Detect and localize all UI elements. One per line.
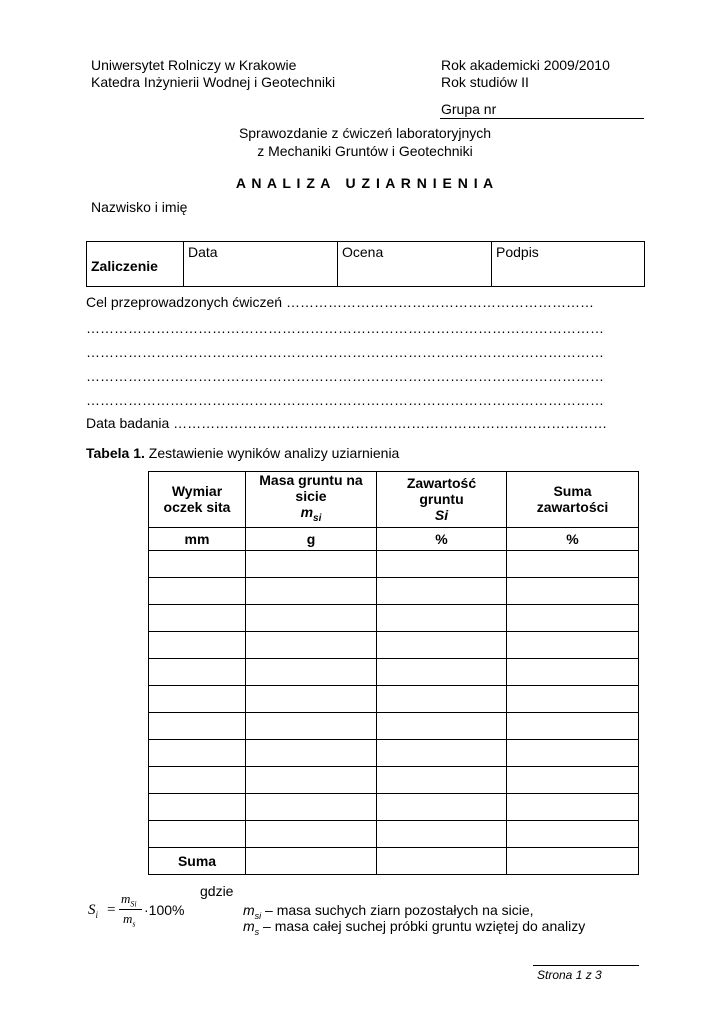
table-cell[interactable] (246, 712, 377, 739)
dotted-line[interactable]: ………………………………………………………………………………………………… (86, 392, 604, 408)
table-cell[interactable] (246, 631, 377, 658)
unit-mm: mm (149, 527, 246, 550)
table-cell[interactable] (246, 658, 377, 685)
table-cell[interactable] (507, 793, 639, 820)
table-cell[interactable] (149, 604, 246, 631)
table-cell[interactable] (246, 577, 377, 604)
sieve-results-table (148, 471, 639, 875)
table-caption (86, 445, 399, 461)
table-cell[interactable] (507, 658, 639, 685)
credit-grade-label: Ocena (342, 244, 384, 260)
group-label: Grupa nr (441, 101, 497, 117)
name-label: Nazwisko i imię (91, 199, 188, 215)
table-cell[interactable] (507, 766, 639, 793)
table-caption-number: Tabela 1. (86, 445, 145, 461)
department-name: Katedra Inżynierii Wodnej i Geotechniki (91, 74, 336, 90)
table-cell[interactable] (377, 658, 507, 685)
col-header-mass-symbol: $m_{si}$ (300, 504, 322, 524)
table-cell[interactable] (246, 847, 377, 874)
credit-signature-label: Podpis (496, 244, 539, 260)
table-cell[interactable] (246, 793, 377, 820)
group-underline (440, 118, 644, 119)
table-cell[interactable] (149, 712, 246, 739)
sum-row (149, 847, 639, 874)
formula-rhs: ·100% (144, 902, 185, 918)
table-cell[interactable] (507, 604, 639, 631)
table-row (149, 712, 639, 739)
col-header-sum: Suma zawartości (507, 472, 639, 528)
table-cell[interactable] (149, 577, 246, 604)
formula-denominator: $m_s$ (123, 911, 136, 929)
table-cell[interactable] (149, 766, 246, 793)
table-row (149, 820, 639, 847)
unit-percent: % (377, 527, 507, 550)
table-row (149, 577, 639, 604)
footer-rule (533, 965, 639, 966)
unit-percent: % (507, 527, 639, 550)
table-cell[interactable] (149, 658, 246, 685)
col-header-content-symbol: Si (434, 507, 449, 524)
table-row (149, 604, 639, 631)
dotted-line[interactable]: ………………………………………………………………………………………………… (86, 320, 604, 336)
col-header-sieve: Wymiar oczek sita (149, 472, 246, 528)
table-cell[interactable] (507, 631, 639, 658)
table-row (149, 766, 639, 793)
credit-table (86, 241, 645, 287)
goal-line[interactable]: Cel przeprowadzonych ćwiczeń ………………………………………………………… (86, 294, 594, 310)
table-cell[interactable] (149, 820, 246, 847)
table-cell[interactable] (246, 766, 377, 793)
table-cell[interactable] (377, 847, 507, 874)
table-cell[interactable] (246, 739, 377, 766)
table-row (149, 739, 639, 766)
sum-label: Suma (149, 847, 246, 874)
table-cell[interactable] (507, 577, 639, 604)
table-cell[interactable] (246, 685, 377, 712)
table-cell[interactable] (377, 577, 507, 604)
table-cell[interactable] (246, 550, 377, 577)
university-name: Uniwersytet Rolniczy w Krakowie (91, 57, 297, 73)
definition-msi: $m_{si}$ – masa suchych ziarn pozostałych na sicie, (243, 902, 534, 921)
table-cell[interactable] (377, 793, 507, 820)
table-cell[interactable] (377, 739, 507, 766)
where-label: gdzie (200, 883, 234, 899)
study-year: Rok studiów II (441, 74, 529, 90)
table-row (149, 631, 639, 658)
table-cell[interactable] (149, 550, 246, 577)
credit-grade-cell[interactable] (338, 242, 492, 287)
table-row (149, 793, 639, 820)
table-cell[interactable] (377, 685, 507, 712)
formula-equals: = (107, 902, 116, 918)
col-header-content (377, 472, 507, 528)
dotted-line[interactable]: ………………………………………………………………………………………………… (86, 344, 604, 360)
formula-lhs: $S_i$ (88, 902, 99, 920)
academic-year: Rok akademicki 2009/2010 (441, 57, 610, 73)
table-cell[interactable] (149, 793, 246, 820)
table-cell[interactable] (149, 631, 246, 658)
unit-g: g (246, 527, 377, 550)
credit-date-label: Data (188, 244, 218, 260)
table-cell[interactable] (377, 820, 507, 847)
col-header-mass (246, 472, 377, 528)
page-title: A N A L I Z A U Z I A R N I E N I A (235, 175, 495, 191)
table-cell[interactable] (246, 820, 377, 847)
table-row (149, 685, 639, 712)
table-cell[interactable] (507, 820, 639, 847)
table-caption-text: Zestawienie wyników analizy uziarnienia (144, 445, 400, 461)
table-cell[interactable] (377, 631, 507, 658)
table-cell[interactable] (377, 604, 507, 631)
table-cell[interactable] (149, 739, 246, 766)
table-row (149, 550, 639, 577)
credit-signature-cell[interactable] (492, 242, 645, 287)
table-cell[interactable] (507, 739, 639, 766)
table-cell[interactable] (377, 550, 507, 577)
table-cell[interactable] (507, 847, 639, 874)
table-cell[interactable] (507, 550, 639, 577)
table-cell[interactable] (377, 766, 507, 793)
credit-label: Zaliczenie (87, 242, 184, 287)
table-cell[interactable] (377, 712, 507, 739)
col-header-content-text: Zawartość gruntu (406, 475, 477, 508)
formula-numerator: $m_{Si}$ (121, 891, 137, 909)
report-line-1: Sprawozdanie z ćwiczeń laboratoryjnych (238, 125, 492, 141)
definition-ms: $m_s$ – masa całej suchej próbki gruntu wziętej do analizy (243, 918, 586, 937)
page-number: Strona 1 z 3 (537, 968, 602, 982)
table-row (149, 658, 639, 685)
table-cell[interactable] (507, 685, 639, 712)
table-cell[interactable] (149, 685, 246, 712)
dotted-line[interactable]: ………………………………………………………………………………………………… (86, 368, 604, 384)
table-cell[interactable] (507, 712, 639, 739)
formula-fraction-bar (119, 909, 142, 910)
report-line-2: z Mechaniki Gruntów i Geotechniki (257, 143, 473, 159)
col-header-mass-text: Masa gruntu na sicie (259, 472, 363, 504)
credit-date-cell[interactable] (184, 242, 338, 287)
test-date-line[interactable]: Data badania ………………………………………………………………………………… (86, 415, 608, 431)
table-cell[interactable] (246, 604, 377, 631)
